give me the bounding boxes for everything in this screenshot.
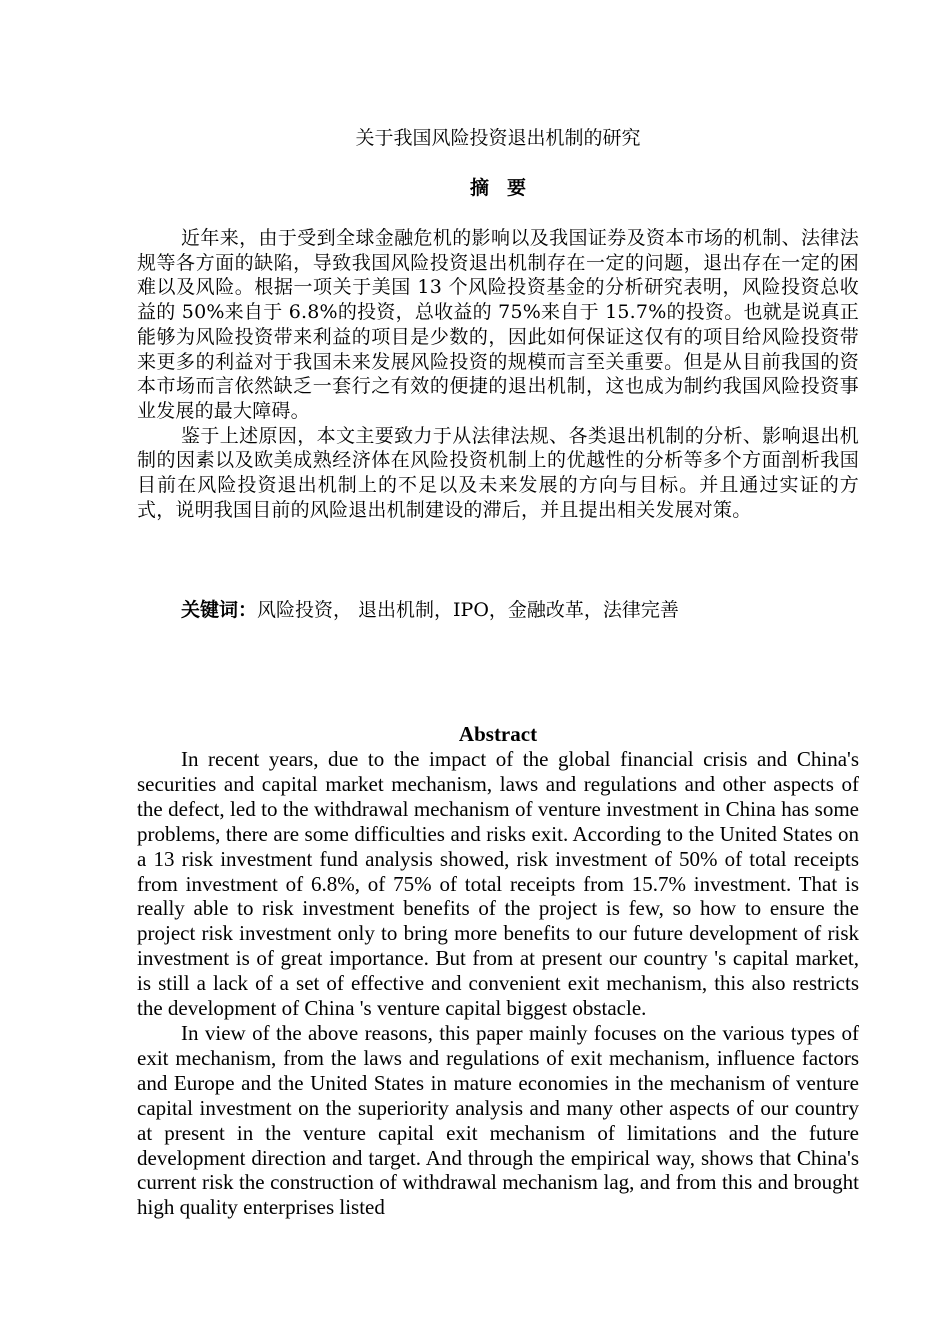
- chinese-abstract-heading: 摘要: [469, 177, 544, 199]
- english-abstract-body: [137, 747, 859, 1220]
- chinese-title: 关于我国风险投资退出机制的研究: [355, 127, 641, 149]
- english-abstract-paragraph: In view of the above reasons, this paper mainly focuses on the various types of exit mechanism, from the laws and regulations of exit mechanism, influence factors and Europe and the United States in mature economies in the mechanism of venture capital investment on the superiority analysis and many other aspects of our country at present in the venture capital exit mechanism of limitations and the future development direction and target. And through the empirical way, shows that China's current risk the construction of withdrawal mechanism lag, and from this and brought high quality enterprises listed: [137, 1020, 859, 1220]
- keywords-line: [181, 597, 859, 623]
- chinese-abstract-body: [137, 226, 859, 522]
- english-abstract-heading: Abstract: [458, 722, 538, 746]
- keywords-label: 关键词：: [181, 599, 258, 621]
- english-abstract-paragraph: In recent years, due to the impact of the global financial crisis and China's securities and capital market mechanism, laws and regulations and other aspects of the defect, led to the withdrawal mechanism of venture investment in China has some problems, there are some difficulties and risks exit. According to the United States on a 13 risk investment fund analysis showed, risk investment of 50% of total receipts from investment of 6.8%, of 75% of total receipts from 15.7% investment. That is really able to risk investment benefits of the project is few, so how to ensure the project risk investment only to bring more benefits to our future development of risk investment is of great importance. But from at present our country 's capital market, is still a lack of a set of effective and convenient exit mechanism, this also restricts the development of China 's venture capital biggest obstacle.: [137, 747, 859, 1021]
- chinese-abstract-paragraph: 鉴于上述原因，本文主要致力于从法律法规、各类退出机制的分析、影响退出机制的因素以及欧美成熟经济体在风险投资机制上的优越性的分析等多个方面剖析我国目前在风险投资退出机制上的不足以及未来发展的方向与目标。并且通过实证的方式，说明我国目前的风险退出机制建设的滞后，并且提出相关发展对策。: [137, 424, 859, 521]
- keywords-text: 风险投资， 退出机制，IPO，金融改革，法律完善: [257, 599, 679, 621]
- chinese-abstract-paragraph: 近年来，由于受到全球金融危机的影响以及我国证券及资本市场的机制、法律法规等各方面的缺陷，导致我国风险投资退出机制存在一定的问题，退出存在一定的困难以及风险。根据一项关于美国 13 个风险投资基金的分析研究表明，风险投资总收益的 50%来自于 6.8%的投资，总收益的 75%来自于 15.7%的投资。也就是说真正能够为风险投资带来利益的项目是少数的，因此如何保证这仅有的项目给风险投资带来更多的利益对于我国未来发展风险投资的规模而言至关重要。但是从目前我国的资本市场而言依然缺乏一套行之有效的便捷的退出机制，这也成为制约我国风险投资事业发展的最大障碍。: [137, 227, 859, 422]
